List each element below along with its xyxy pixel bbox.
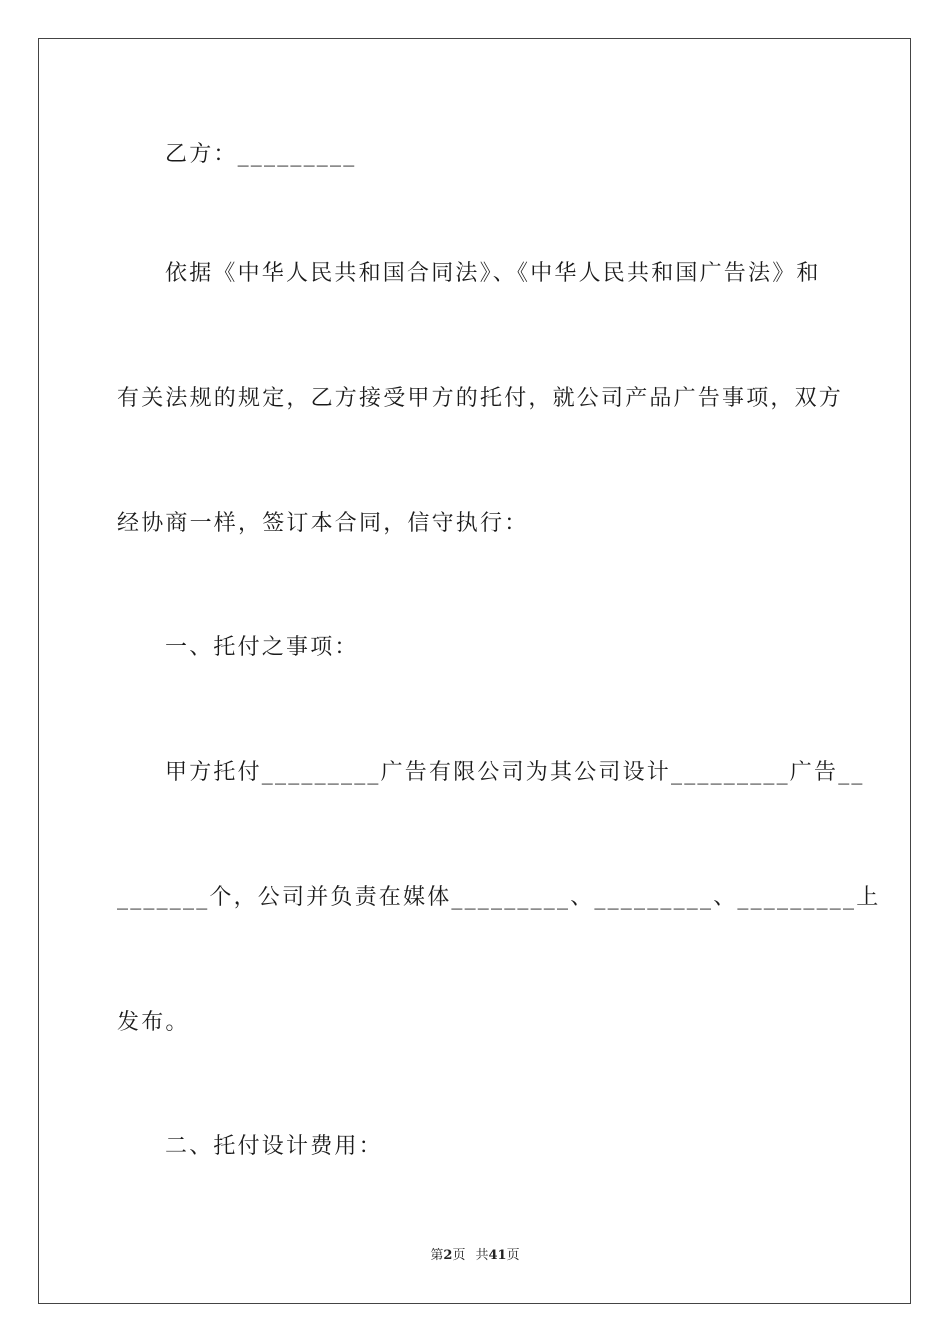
page-suffix: 页	[452, 1248, 466, 1263]
paragraph-line-4: 甲方托付_________广告有限公司为其公司设计_________广告__	[165, 760, 865, 785]
page-frame	[38, 38, 911, 1304]
total-pages: 41	[488, 1248, 507, 1263]
party-b-line: 乙方：_________	[165, 142, 357, 167]
section-heading-2: 二、托付设计费用：	[165, 1134, 383, 1159]
page-number: 2	[443, 1248, 453, 1263]
section-heading-1: 一、托付之事项：	[165, 635, 359, 660]
paragraph-line-2: 有关法规的规定，乙方接受甲方的托付，就公司产品广告事项，双方	[117, 386, 844, 411]
total-suffix: 页	[506, 1248, 520, 1263]
paragraph-line-6: 发布。	[117, 1010, 190, 1035]
page-prefix: 第	[430, 1248, 444, 1263]
paragraph-line-3: 经协商一样，签订本合同，信守执行：	[117, 511, 529, 536]
paragraph-line-5: _______个，公司并负责在媒体_________、_________、_________上	[117, 885, 881, 910]
paragraph-line-1: 依据《中华人民共和国合同法》、《中华人民共和国广告法》和	[165, 261, 821, 286]
page-footer	[0, 1247, 950, 1265]
total-prefix: 共	[475, 1248, 489, 1263]
